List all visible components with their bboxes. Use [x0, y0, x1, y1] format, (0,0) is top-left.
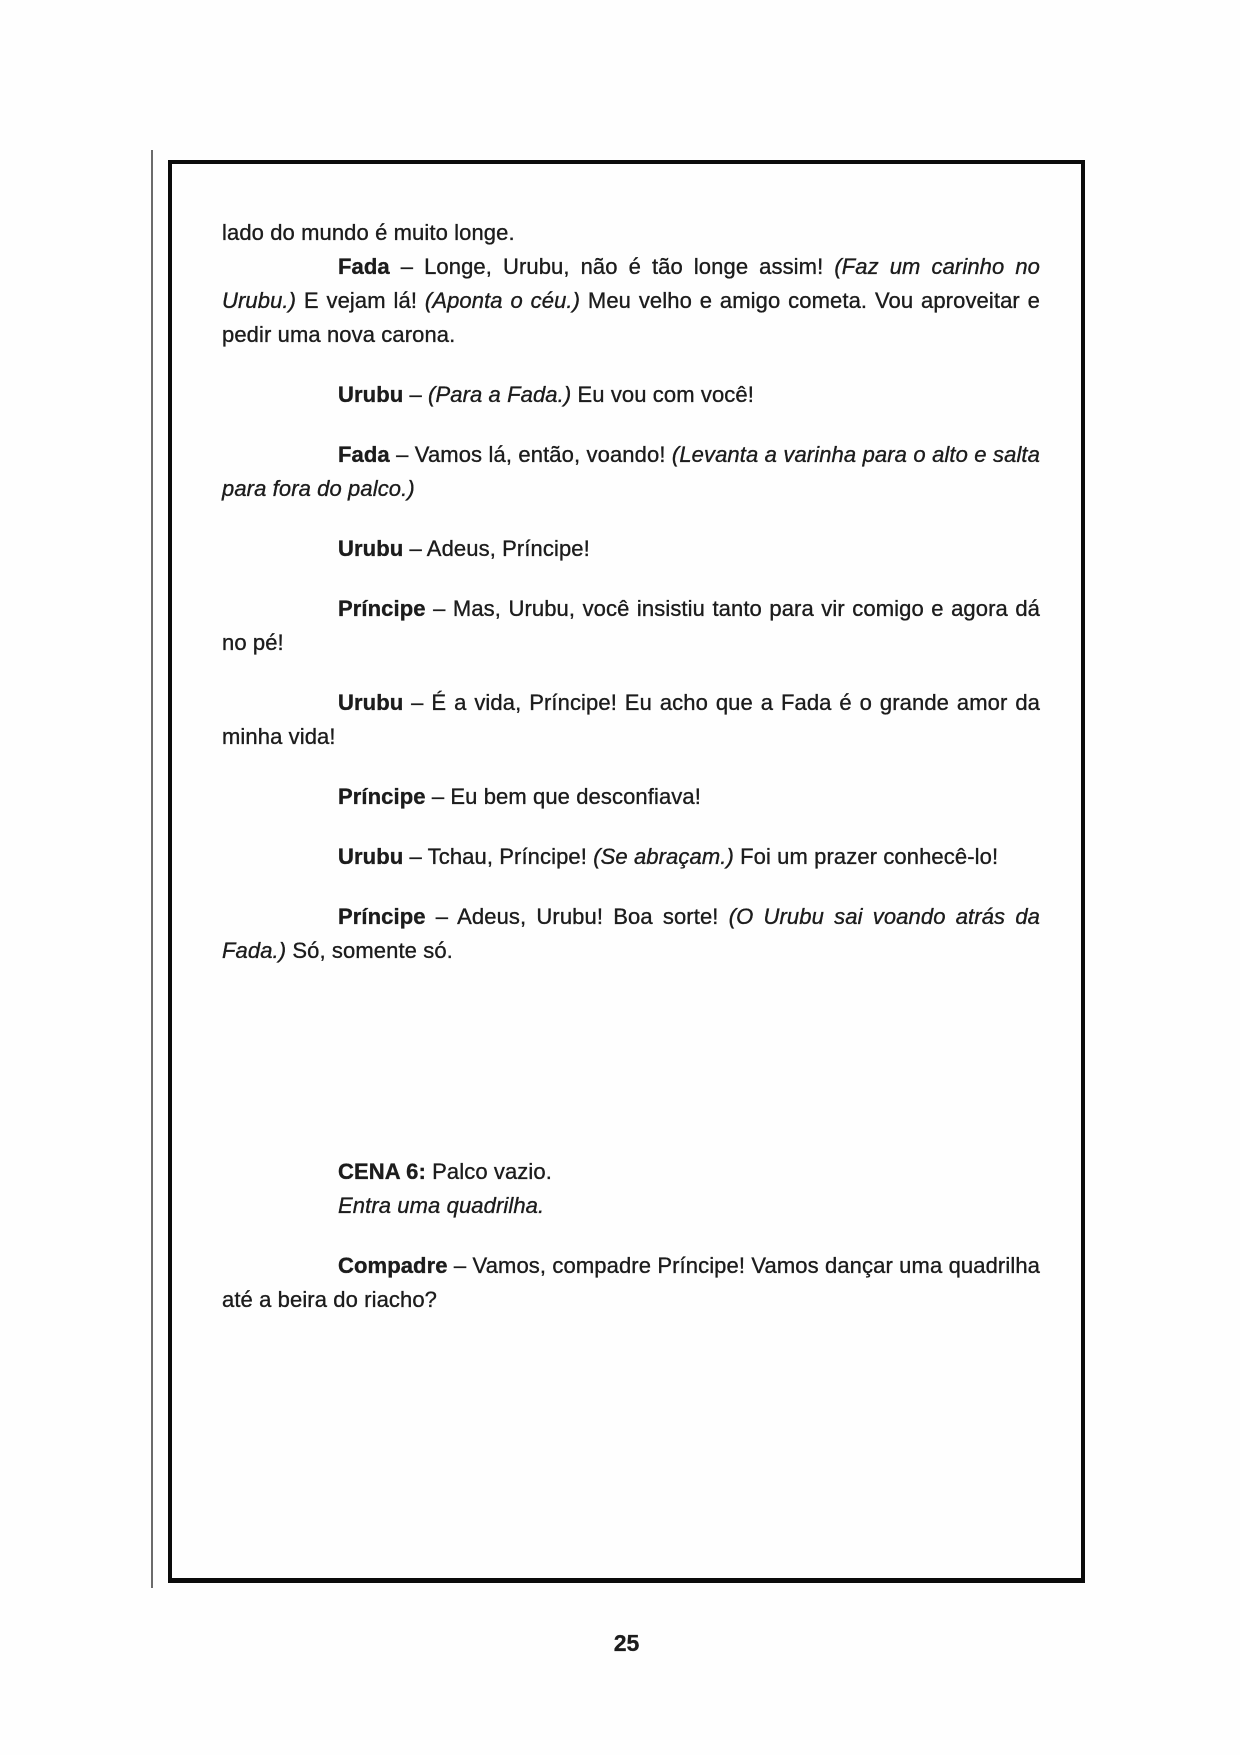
speaker-name: Fada — [338, 442, 390, 467]
paragraph — [222, 686, 1040, 754]
dialogue-text: – Vamos lá, então, voando! — [389, 442, 672, 467]
paragraph — [222, 592, 1040, 660]
speaker-name: Príncipe — [338, 596, 426, 621]
dialogue-text: Eu vou com você! — [571, 382, 754, 407]
stage-direction: (Levanta a varinha para o alto e salta para fora do palco.) — [222, 442, 1040, 501]
paragraph — [222, 780, 1040, 814]
stage-direction: Entra uma quadrilha. — [338, 1193, 545, 1218]
dialogue-text: Só, somente só. — [286, 938, 453, 963]
speaker-name: Príncipe — [338, 784, 426, 809]
paragraph — [222, 840, 1040, 874]
dialogue-text: – Longe, Urubu, não é tão longe assim! — [389, 254, 835, 279]
speaker-name: Fada — [338, 254, 390, 279]
page-number: 25 — [613, 1630, 640, 1656]
dialogue-text: – Vamos, compadre Príncipe! Vamos dançar uma quadrilha até a beira do riacho? — [222, 1253, 1040, 1312]
paragraph — [222, 216, 1040, 250]
speaker-name: Urubu — [338, 690, 404, 715]
speaker-name: Urubu — [338, 382, 404, 407]
speaker-name: Urubu — [338, 536, 404, 561]
stage-direction: (Se abraçam.) — [593, 844, 734, 869]
paragraph — [222, 1249, 1040, 1317]
script-text — [222, 216, 1040, 1317]
dialogue-text: – Adeus, Urubu! Boa sorte! — [425, 904, 729, 929]
dialogue-text: E vejam lá! — [296, 288, 425, 313]
dialogue-text: – Adeus, Príncipe! — [403, 536, 590, 561]
scan-artifact-line — [151, 150, 153, 1588]
paragraph — [222, 1155, 1040, 1189]
dialogue-text: – É a vida, Príncipe! Eu acho que a Fada é o grande amor da minha vida! — [222, 690, 1040, 749]
dialogue-text: Palco vazio. — [425, 1159, 552, 1184]
dialogue-text: Meu velho e amigo cometa. Vou aproveitar e pedir uma nova carona. — [222, 288, 1041, 347]
dialogue-text: lado do mundo é muito longe. — [222, 220, 515, 245]
paragraph — [222, 1189, 1040, 1223]
stage-direction: (Faz um carinho no Urubu.) — [222, 254, 1040, 313]
paragraph — [222, 438, 1040, 506]
speaker-name: Urubu — [338, 844, 404, 869]
paragraph — [222, 900, 1040, 968]
paragraph — [222, 532, 1040, 566]
dialogue-text: – Tchau, Príncipe! — [403, 844, 594, 869]
dialogue-text: – — [403, 382, 429, 407]
stage-direction: (O Urubu sai voando atrás da Fada.) — [222, 904, 1040, 963]
speaker-name: Compadre — [338, 1253, 448, 1278]
stage-direction: (Aponta o céu.) — [424, 288, 581, 313]
speaker-name: CENA 6: — [338, 1159, 426, 1184]
paragraph — [222, 250, 1040, 352]
page-border-frame — [168, 160, 1085, 1583]
stage-direction: (Para a Fada.) — [428, 382, 572, 407]
speaker-name: Príncipe — [338, 904, 426, 929]
dialogue-text: Foi um prazer conhecê-lo! — [733, 844, 999, 869]
paragraph — [222, 378, 1040, 412]
dialogue-text: – Mas, Urubu, você insistiu tanto para vir comigo e agora dá no pé! — [222, 596, 1040, 655]
dialogue-text: – Eu bem que desconfiava! — [425, 784, 701, 809]
